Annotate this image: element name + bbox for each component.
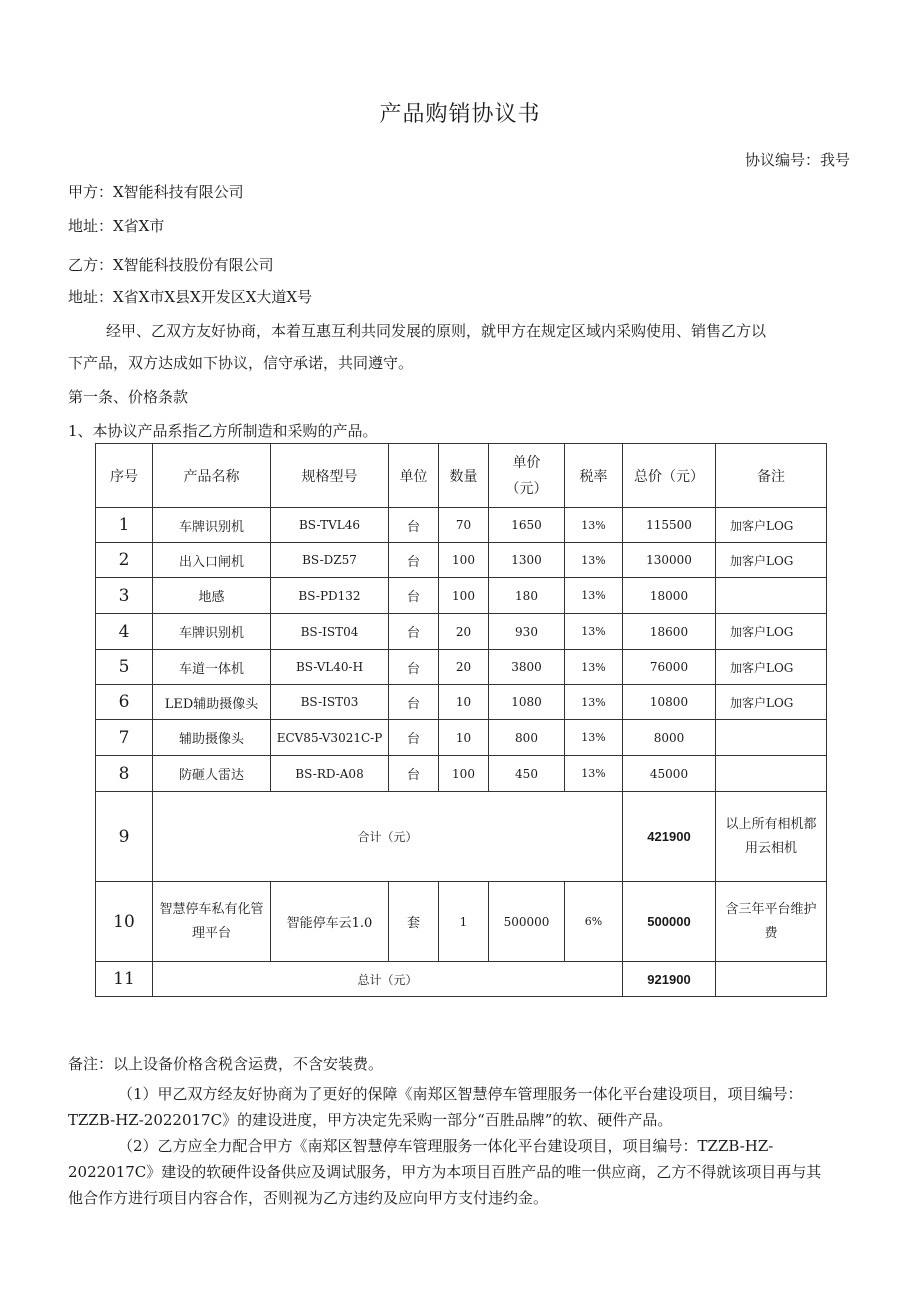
header-no: 序号 bbox=[96, 444, 153, 508]
row-qty: 70 bbox=[439, 508, 489, 543]
note-item-2-text: （2）乙方应全力配合甲方《南郑区智慧停车管理服务一体化平台建设项目，项目编号：TZZB-HZ-2022017C》建设的软硬件设备供应及调试服务，甲方为本项目百胜产品的唯一供应商，乙方不得就该项目再与其他合作方进行项目内容合作，否则视为乙方违约及应向甲方支付违约金。 bbox=[68, 1137, 822, 1207]
clause-1: 1、本协议产品系指乙方所制造和采购的产品。 bbox=[68, 422, 378, 440]
table-row bbox=[96, 720, 827, 756]
row-no: 1 bbox=[96, 508, 153, 543]
article-1-heading: 第一条、价格条款 bbox=[68, 388, 189, 406]
row-total: 18600 bbox=[623, 614, 716, 650]
row-tax: 13% bbox=[565, 543, 623, 578]
row-total: 76000 bbox=[623, 650, 716, 685]
row-model: BS-TVL46 bbox=[271, 508, 389, 543]
row-name: 辅助摄像头 bbox=[153, 720, 271, 756]
row-no: 6 bbox=[96, 685, 153, 720]
header-unit: 单位 bbox=[389, 444, 439, 508]
platform-name: 智慧停车私有化管理平台 bbox=[153, 882, 271, 962]
row-total: 45000 bbox=[623, 756, 716, 792]
note-item-1-text: （1）甲乙双方经友好协商为了更好的保障《南郑区智慧停车管理服务一体化平台建设项目，项目编号：TZZB-HZ-2022017C》的建设进度，甲方决定先采购一部分“百胜品牌”的软、硬件产品。 bbox=[68, 1085, 803, 1129]
table-row bbox=[96, 508, 827, 543]
row-qty: 20 bbox=[439, 614, 489, 650]
row-qty: 100 bbox=[439, 756, 489, 792]
row-price: 1300 bbox=[489, 543, 565, 578]
row-no: 7 bbox=[96, 720, 153, 756]
row-unit: 台 bbox=[389, 756, 439, 792]
row-total: 8000 bbox=[623, 720, 716, 756]
header-tax: 税率 bbox=[565, 444, 623, 508]
table-row bbox=[96, 543, 827, 578]
platform-total: 500000 bbox=[623, 882, 716, 962]
header-price bbox=[489, 444, 565, 508]
row-name: 防砸人雷达 bbox=[153, 756, 271, 792]
row-remark: 加客户LOG bbox=[716, 614, 827, 650]
row-unit: 台 bbox=[389, 650, 439, 685]
row-qty: 100 bbox=[439, 543, 489, 578]
row-price: 3800 bbox=[489, 650, 565, 685]
platform-row bbox=[96, 882, 827, 962]
platform-tax: 6% bbox=[565, 882, 623, 962]
row-unit: 台 bbox=[389, 508, 439, 543]
subtotal-remark: 以上所有相机都用云相机 bbox=[716, 792, 827, 882]
row-model: BS-IST03 bbox=[271, 685, 389, 720]
row-unit: 台 bbox=[389, 685, 439, 720]
row-remark: 加客户LOG bbox=[716, 685, 827, 720]
table-row bbox=[96, 756, 827, 792]
row-no: 3 bbox=[96, 578, 153, 614]
row-qty: 10 bbox=[439, 685, 489, 720]
row-no: 4 bbox=[96, 614, 153, 650]
platform-qty: 1 bbox=[439, 882, 489, 962]
row-remark: 加客户LOG bbox=[716, 650, 827, 685]
platform-no: 10 bbox=[96, 882, 153, 962]
row-remark: 加客户LOG bbox=[716, 508, 827, 543]
row-model: BS-PD132 bbox=[271, 578, 389, 614]
row-model: BS-RD-A08 bbox=[271, 756, 389, 792]
row-unit: 台 bbox=[389, 614, 439, 650]
grand-total-row bbox=[96, 962, 827, 997]
row-model: ECV85-V3021C-P bbox=[271, 720, 389, 756]
row-remark bbox=[716, 756, 827, 792]
row-price: 1080 bbox=[489, 685, 565, 720]
row-name: 地感 bbox=[153, 578, 271, 614]
table-header-row bbox=[96, 444, 827, 508]
row-tax: 13% bbox=[565, 756, 623, 792]
row-no: 8 bbox=[96, 756, 153, 792]
intro-line-1: 经甲、乙双方友好协商，本着互惠互利共同发展的原则，就甲方在规定区域内采购使用、销售乙方以 bbox=[106, 322, 767, 340]
row-remark: 加客户LOG bbox=[716, 543, 827, 578]
header-price-line1: 单价 bbox=[512, 454, 541, 471]
row-tax: 13% bbox=[565, 508, 623, 543]
row-unit: 台 bbox=[389, 543, 439, 578]
table-row bbox=[96, 614, 827, 650]
subtotal-label: 合计（元） bbox=[153, 792, 623, 882]
row-model: BS-DZ57 bbox=[271, 543, 389, 578]
row-price: 800 bbox=[489, 720, 565, 756]
row-total: 115500 bbox=[623, 508, 716, 543]
row-tax: 13% bbox=[565, 614, 623, 650]
row-name: LED辅助摄像头 bbox=[153, 685, 271, 720]
agreement-number: 协议编号：我号 bbox=[744, 151, 850, 169]
grand-total-no: 11 bbox=[96, 962, 153, 997]
row-tax: 13% bbox=[565, 650, 623, 685]
subtotal-total: 421900 bbox=[623, 792, 716, 882]
subtotal-no: 9 bbox=[96, 792, 153, 882]
row-price: 930 bbox=[489, 614, 565, 650]
row-name: 车牌识别机 bbox=[153, 614, 271, 650]
row-qty: 20 bbox=[439, 650, 489, 685]
row-unit: 台 bbox=[389, 720, 439, 756]
product-table bbox=[95, 443, 827, 997]
row-price: 450 bbox=[489, 756, 565, 792]
row-tax: 13% bbox=[565, 578, 623, 614]
header-name: 产品名称 bbox=[153, 444, 271, 508]
row-price: 180 bbox=[489, 578, 565, 614]
table-row bbox=[96, 578, 827, 614]
row-unit: 台 bbox=[389, 578, 439, 614]
header-model: 规格型号 bbox=[271, 444, 389, 508]
note-item-2 bbox=[68, 1133, 833, 1211]
header-remark: 备注 bbox=[716, 444, 827, 508]
platform-price: 500000 bbox=[489, 882, 565, 962]
price-remark: 备注：以上设备价格含税含运费，不含安装费。 bbox=[68, 1055, 384, 1073]
party-b-address: 地址：X省X市X县X开发区X大道X号 bbox=[68, 288, 313, 306]
row-qty: 10 bbox=[439, 720, 489, 756]
note-item-1 bbox=[68, 1081, 833, 1133]
grand-total-value: 921900 bbox=[623, 962, 716, 997]
subtotal-row bbox=[96, 792, 827, 882]
row-total: 130000 bbox=[623, 543, 716, 578]
row-name: 车牌识别机 bbox=[153, 508, 271, 543]
row-no: 2 bbox=[96, 543, 153, 578]
platform-unit: 套 bbox=[389, 882, 439, 962]
row-name: 出入口闸机 bbox=[153, 543, 271, 578]
row-remark bbox=[716, 720, 827, 756]
platform-remark: 含三年平台维护费 bbox=[716, 882, 827, 962]
row-total: 18000 bbox=[623, 578, 716, 614]
row-qty: 100 bbox=[439, 578, 489, 614]
grand-total-remark bbox=[716, 962, 827, 997]
table-row bbox=[96, 685, 827, 720]
header-price-line2: （元） bbox=[505, 480, 548, 497]
row-price: 1650 bbox=[489, 508, 565, 543]
row-tax: 13% bbox=[565, 720, 623, 756]
row-model: BS-IST04 bbox=[271, 614, 389, 650]
document-title: 产品购销协议书 bbox=[379, 102, 541, 127]
row-tax: 13% bbox=[565, 685, 623, 720]
header-total: 总价（元） bbox=[623, 444, 716, 508]
intro-line-2: 下产品，双方达成如下协议，信守承诺，共同遵守。 bbox=[68, 354, 414, 372]
row-model: BS-VL40-H bbox=[271, 650, 389, 685]
header-qty: 数量 bbox=[439, 444, 489, 508]
row-remark bbox=[716, 578, 827, 614]
party-b: 乙方：X智能科技股份有限公司 bbox=[68, 256, 274, 274]
party-a-address: 地址：X省X市 bbox=[68, 217, 165, 235]
row-total: 10800 bbox=[623, 685, 716, 720]
table-row bbox=[96, 650, 827, 685]
grand-total-label: 总计（元） bbox=[153, 962, 623, 997]
row-name: 车道一体机 bbox=[153, 650, 271, 685]
platform-model: 智能停车云1.0 bbox=[271, 882, 389, 962]
row-no: 5 bbox=[96, 650, 153, 685]
party-a: 甲方：X智能科技有限公司 bbox=[68, 183, 244, 201]
